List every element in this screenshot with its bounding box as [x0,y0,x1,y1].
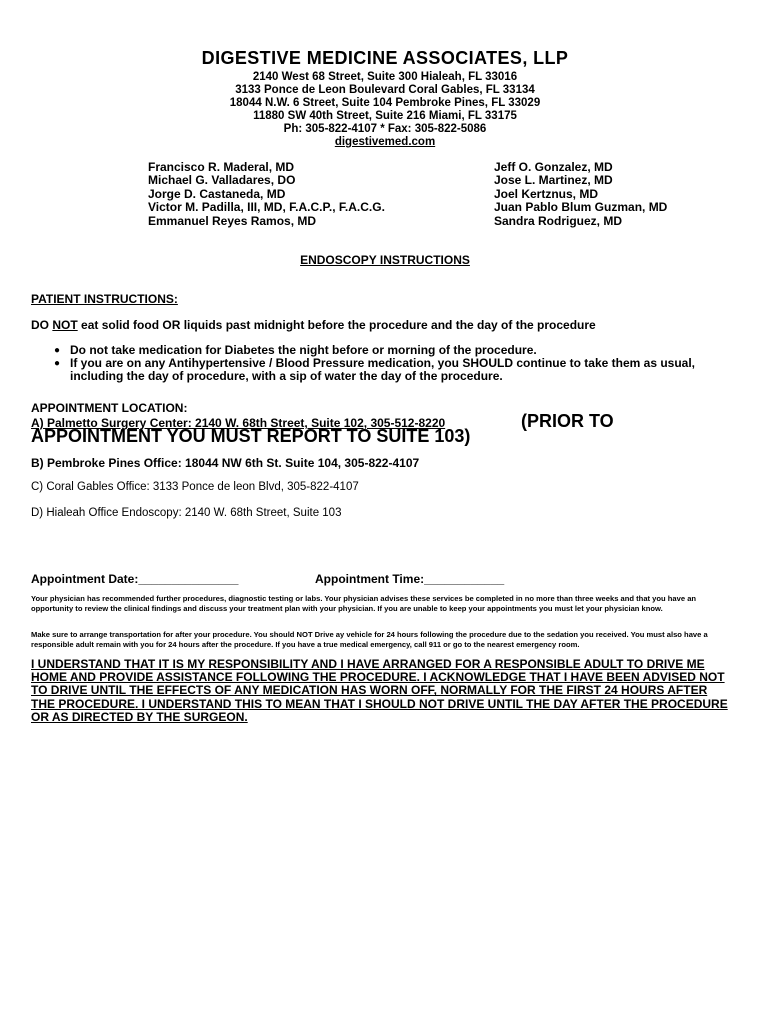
acknowledgement-statement: I UNDERSTAND THAT IT IS MY RESPONSIBILITY AND I HAVE ARRANGED FOR A RESPONSIBLE ADULT TO DRIVE ME HOME AND PROVIDE ASSISTANCE FOLLOWING THE PROCEDURE. I ACKNOWLEDGE THAT I HAVE BEEN ADVISED NOT TO DRIVE UNTIL THE EFFECTS OF ANY MEDICATION HAS WORN OFF, NORMALLY FOR THE FIRST 24 HOURS AFTER THE PROCEDURE. I UNDERSTAND THIS TO MEAN THAT I SHOULD NOT DRIVE UNTIL THE DAY AFTER THE PROCEDURE OR AS DIRECTED BY THE SURGEON. [31,657,728,724]
doctors-left-column [148,161,385,228]
doctor-name: Juan Pablo Blum Guzman, MD [494,200,668,215]
transportation-notice: Make sure to arrange transportation for after your procedure. You should NOT Drive ay vehicle for 24 hours following the procedure due to the sedation you received. You must also have a responsible adult remain with you for 24 hours after the procedure. If you have a true medical emergency, call 911 or go to the nearest emergency room. [31,630,708,649]
location-palmetto: A) Palmetto Surgery Center: 2140 W. 68th Street, Suite 102, 305-512-8220 [31,416,446,430]
doctor-name: Francisco R. Maderal, MD [148,160,295,174]
fasting-prefix: DO [31,318,53,332]
list-item [54,357,744,383]
doctor-name: Jorge D. Castaneda, MD [148,186,286,201]
appointment-location-label: APPOINTMENT LOCATION: [31,401,188,415]
endoscopy-heading: ENDOSCOPY INSTRUCTIONS [300,253,470,267]
fasting-rest: eat solid food OR liquids past midnight before the procedure and the day of the procedure [77,318,596,332]
bullet-text: Do not take medication for Diabetes the night before or morning of the procedure. [70,343,537,357]
doctors-right-column [494,161,667,228]
doctor-name: Emmanuel Reyes Ramos, MD [148,213,317,228]
location-hialeah: D) Hialeah Office Endoscopy: 2140 W. 68th Street, Suite 103 [31,507,342,519]
medication-bullets [54,344,744,383]
website-link[interactable]: digestivemed.com [334,136,436,148]
appointment-date-field[interactable]: Appointment Date:_______________ [31,572,239,586]
fasting-instruction [31,318,596,332]
prior-to-note: (PRIOR TO [521,411,614,431]
location-coral-gables: C) Coral Gables Office: 3133 Ponce de leon Blvd, 305-822-4107 [31,481,359,493]
doctor-name: Jose L. Martinez, MD [494,173,613,188]
doctor-name: Michael G. Valladares, DO [148,173,296,188]
doctor-name: Sandra Rodriguez, MD [494,213,623,228]
doctor-name: Jeff O. Gonzalez, MD [494,160,613,174]
patient-instructions-label: PATIENT INSTRUCTIONS: [31,292,178,306]
address-pembroke-pines: 18044 N.W. 6 Street, Suite 104 Pembroke Pines, FL 33029 [229,97,541,109]
bullet-icon: ● [54,358,61,369]
address-miami: 11880 SW 40th Street, Suite 216 Miami, FL 33175 [253,110,517,122]
address-coral-gables: 3133 Ponce de Leon Boulevard Coral Gables, FL 33134 [235,84,535,96]
practice-title: DIGESTIVE MEDICINE ASSOCIATES, LLP [201,48,569,68]
followup-notice: Your physician has recommended further procedures, diagnostic testing or labs. Your physician advises these services be completed in no more than three weeks and that you have an opportunity to review the clinical findings and discuss your treatment plan with your physician. If you are unable to keep your appointments you must let your physician know. [31,594,697,613]
doctor-name: Victor M. Padilla, III, MD, F.A.C.P., F.A.C.G. [148,200,385,215]
bullet-icon: ● [54,345,61,356]
location-pembroke: B) Pembroke Pines Office: 18044 NW 6th St. Suite 104, 305-822-4107 [31,456,420,470]
appointment-time-field[interactable]: Appointment Time:____________ [315,572,505,586]
phone-fax: Ph: 305-822-4107 * Fax: 305-822-5086 [283,123,487,135]
bullet-text: If you are on any Antihypertensive / Blood Pressure medication, you SHOULD continue to take them as usual, including the day of procedure, with a sip of water the day of the procedure. [70,356,696,383]
address-hialeah: 2140 West 68 Street, Suite 300 Hialeah, FL 33016 [252,71,518,83]
doctor-name: Joel Kertznus, MD [494,186,599,201]
fasting-emphasis: NOT [52,318,78,332]
report-suite-note: APPOINTMENT YOU MUST REPORT TO SUITE 103) [31,426,471,446]
